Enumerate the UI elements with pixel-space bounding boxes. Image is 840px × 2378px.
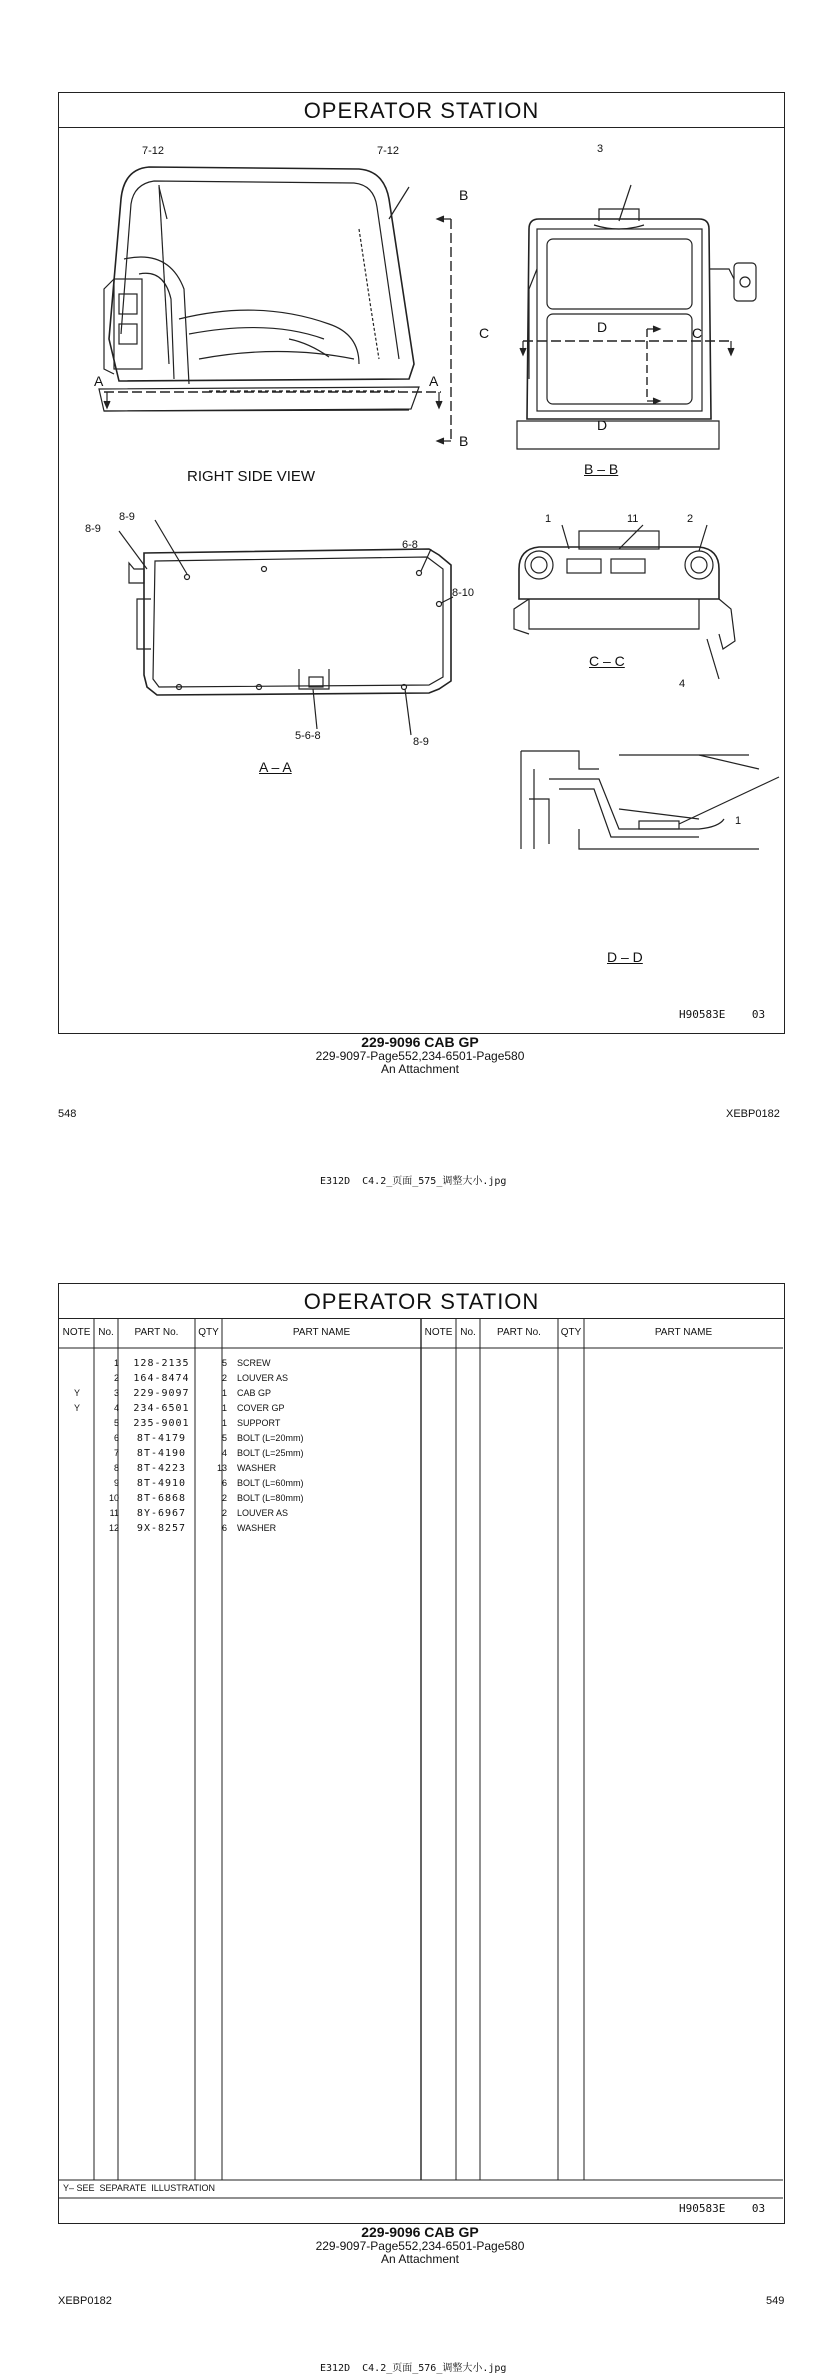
row-part-number: 8T-4179 bbox=[136, 1433, 187, 1444]
row-note bbox=[59, 1356, 95, 1371]
row-quantity: 1 bbox=[221, 1418, 227, 1428]
view-title: C – C bbox=[589, 653, 625, 669]
view-title: D – D bbox=[607, 949, 643, 965]
view-aa-drawing bbox=[129, 549, 451, 695]
row-item-number: 10 bbox=[108, 1493, 119, 1503]
callout-label: 6-8 bbox=[402, 539, 418, 551]
header-part-name: PART NAME bbox=[292, 1327, 351, 1338]
exploded-illustration bbox=[59, 129, 783, 1029]
row-part-name: CAB GP bbox=[237, 1388, 272, 1398]
row-quantity: 2 bbox=[221, 1373, 227, 1383]
row-part-number: 9X-8257 bbox=[136, 1523, 187, 1534]
row-item-number: 2 bbox=[113, 1373, 119, 1383]
table-row bbox=[59, 1461, 427, 1476]
drawing-code: H90583E 03 bbox=[679, 1008, 766, 1021]
row-quantity: 1 bbox=[221, 1403, 227, 1413]
caption-reference: 229-9097-Page552,234-6501-Page580 bbox=[315, 2239, 525, 2253]
file-name: E312D C4.2_页面_575_调整大小.jpg bbox=[320, 1176, 507, 1187]
title-divider bbox=[59, 127, 784, 128]
row-item-number: 8 bbox=[113, 1463, 119, 1473]
caption-block bbox=[220, 1034, 620, 1076]
table-row bbox=[59, 1416, 427, 1431]
row-part-name: SUPPORT bbox=[237, 1418, 281, 1428]
header-note-right: NOTE bbox=[424, 1327, 453, 1338]
footnote: Y– SEE SEPARATE ILLUSTRATION bbox=[63, 2183, 216, 2193]
callout-label: 1 bbox=[735, 815, 742, 827]
table-row bbox=[59, 1356, 427, 1371]
callout-label: 8-9 bbox=[119, 511, 135, 523]
row-part-number: 8T-4910 bbox=[136, 1478, 187, 1489]
row-note bbox=[59, 1491, 95, 1506]
row-quantity: 6 bbox=[221, 1478, 227, 1488]
table-row bbox=[59, 1431, 427, 1446]
section-letter: D bbox=[597, 319, 608, 335]
section-letter: A bbox=[429, 373, 439, 389]
callout-label: 2 bbox=[687, 513, 694, 525]
row-item-number: 7 bbox=[113, 1448, 119, 1458]
table-row bbox=[59, 1476, 427, 1491]
illustration-page-frame bbox=[58, 92, 785, 1034]
table-row bbox=[59, 1521, 427, 1536]
row-note: Y bbox=[73, 1403, 80, 1413]
row-part-name: WASHER bbox=[237, 1463, 277, 1473]
row-quantity: 2 bbox=[221, 1493, 227, 1503]
row-quantity: 1 bbox=[221, 1388, 227, 1398]
callout-label: 8-10 bbox=[452, 587, 475, 599]
header-no-right: No. bbox=[460, 1327, 476, 1338]
row-item-number: 9 bbox=[113, 1478, 119, 1488]
callout-label: 1 bbox=[545, 513, 552, 525]
section-letter: C bbox=[692, 325, 703, 341]
section-letter: A bbox=[94, 373, 104, 389]
callout-label: 3 bbox=[597, 143, 604, 155]
right-side-view-drawing bbox=[99, 167, 419, 411]
row-item-number: 5 bbox=[113, 1418, 119, 1428]
row-item-number: 11 bbox=[109, 1508, 119, 1518]
row-note bbox=[59, 1371, 95, 1386]
header-note: NOTE bbox=[62, 1327, 91, 1338]
caption-block bbox=[220, 2224, 620, 2266]
callout-label: 5-6-8 bbox=[295, 730, 321, 742]
row-part-name: LOUVER AS bbox=[237, 1508, 289, 1518]
row-part-number: 8T-4223 bbox=[136, 1463, 187, 1474]
table-row bbox=[59, 1401, 427, 1416]
section-letter: C bbox=[479, 325, 490, 341]
section-letter: B bbox=[459, 187, 469, 203]
header-part-name-right: PART NAME bbox=[654, 1327, 713, 1338]
row-part-name: LOUVER AS bbox=[237, 1373, 289, 1383]
caption-reference: 229-9097-Page552,234-6501-Page580 bbox=[315, 1049, 525, 1063]
table-row bbox=[59, 1386, 427, 1401]
row-item-number: 3 bbox=[113, 1388, 119, 1398]
row-part-name: BOLT (L=20mm) bbox=[237, 1433, 304, 1443]
caption-part-number: 229-9096 CAB GP bbox=[361, 1034, 479, 1050]
row-note bbox=[59, 1506, 95, 1521]
header-part-no: PART No. bbox=[134, 1327, 179, 1338]
callout-label: 7-12 bbox=[142, 145, 165, 157]
row-part-name: BOLT (L=80mm) bbox=[237, 1493, 304, 1503]
drawing-code: H90583E 03 bbox=[679, 2202, 766, 2215]
row-part-number: 235-9001 bbox=[133, 1418, 190, 1429]
row-note bbox=[59, 1521, 95, 1536]
row-part-number: 234-6501 bbox=[133, 1403, 190, 1414]
callout-label: 7-12 bbox=[377, 145, 400, 157]
row-part-name: COVER GP bbox=[237, 1403, 285, 1413]
row-part-number: 8Y-6967 bbox=[136, 1508, 187, 1519]
callout-label: 8-9 bbox=[85, 523, 101, 535]
table-row bbox=[59, 1506, 427, 1521]
table-row bbox=[59, 1491, 427, 1506]
row-item-number: 4 bbox=[113, 1403, 119, 1413]
row-quantity: 4 bbox=[221, 1448, 227, 1458]
row-note bbox=[59, 1431, 95, 1446]
row-part-name: BOLT (L=25mm) bbox=[237, 1448, 304, 1458]
view-cc-drawing bbox=[514, 531, 735, 649]
row-quantity: 13 bbox=[216, 1463, 227, 1473]
row-part-number: 8T-6868 bbox=[136, 1493, 187, 1504]
row-note bbox=[59, 1446, 95, 1461]
row-note bbox=[59, 1461, 95, 1476]
callout-label: 11 bbox=[627, 513, 639, 525]
view-dd-drawing bbox=[519, 749, 759, 849]
view-title: B – B bbox=[584, 461, 619, 477]
row-note: Y bbox=[73, 1388, 80, 1398]
row-quantity: 2 bbox=[221, 1508, 227, 1518]
row-quantity: 5 bbox=[221, 1433, 227, 1443]
table-row bbox=[59, 1371, 427, 1386]
view-title: A – A bbox=[259, 759, 292, 775]
page-number: 549 bbox=[766, 2295, 785, 2307]
row-part-number: 229-9097 bbox=[133, 1388, 190, 1399]
caption-attachment: An Attachment bbox=[380, 1062, 460, 1076]
header-qty-right: QTY bbox=[560, 1327, 582, 1338]
parts-table bbox=[59, 1356, 427, 1536]
caption-part-number: 229-9096 CAB GP bbox=[361, 2224, 479, 2240]
section-letter: D bbox=[597, 417, 608, 433]
doc-code: XEBP0182 bbox=[726, 1108, 780, 1120]
view-bb-drawing bbox=[517, 209, 756, 449]
page-title: OPERATOR STATION bbox=[303, 1289, 540, 1314]
parts-list-frame bbox=[58, 1283, 785, 2224]
section-letter: B bbox=[459, 433, 469, 449]
row-part-number: 128-2135 bbox=[133, 1358, 190, 1369]
row-item-number: 1 bbox=[113, 1358, 119, 1368]
callout-label: 4 bbox=[679, 678, 686, 690]
page-number: 548 bbox=[58, 1108, 77, 1120]
callout-label: 8-9 bbox=[413, 736, 429, 748]
caption-attachment: An Attachment bbox=[380, 2252, 460, 2266]
row-part-name: BOLT (L=60mm) bbox=[237, 1478, 304, 1488]
table-row bbox=[59, 1446, 427, 1461]
row-note bbox=[59, 1416, 95, 1431]
row-note bbox=[59, 1476, 95, 1491]
header-part-no-right: PART No. bbox=[497, 1327, 541, 1338]
row-quantity: 5 bbox=[221, 1358, 227, 1368]
doc-code: XEBP0182 bbox=[58, 2295, 112, 2307]
view-title: RIGHT SIDE VIEW bbox=[187, 468, 316, 485]
page-title: OPERATOR STATION bbox=[303, 98, 540, 123]
row-part-number: 8T-4190 bbox=[136, 1448, 187, 1459]
row-part-name: SCREW bbox=[237, 1358, 271, 1368]
row-item-number: 12 bbox=[108, 1523, 119, 1533]
header-qty: QTY bbox=[198, 1327, 219, 1338]
file-name: E312D C4.2_页面_576_调整大小.jpg bbox=[320, 2363, 507, 2374]
row-part-name: WASHER bbox=[237, 1523, 277, 1533]
header-no: No. bbox=[98, 1327, 114, 1338]
row-quantity: 6 bbox=[221, 1523, 227, 1533]
row-item-number: 6 bbox=[113, 1433, 119, 1443]
row-part-number: 164-8474 bbox=[133, 1373, 190, 1384]
